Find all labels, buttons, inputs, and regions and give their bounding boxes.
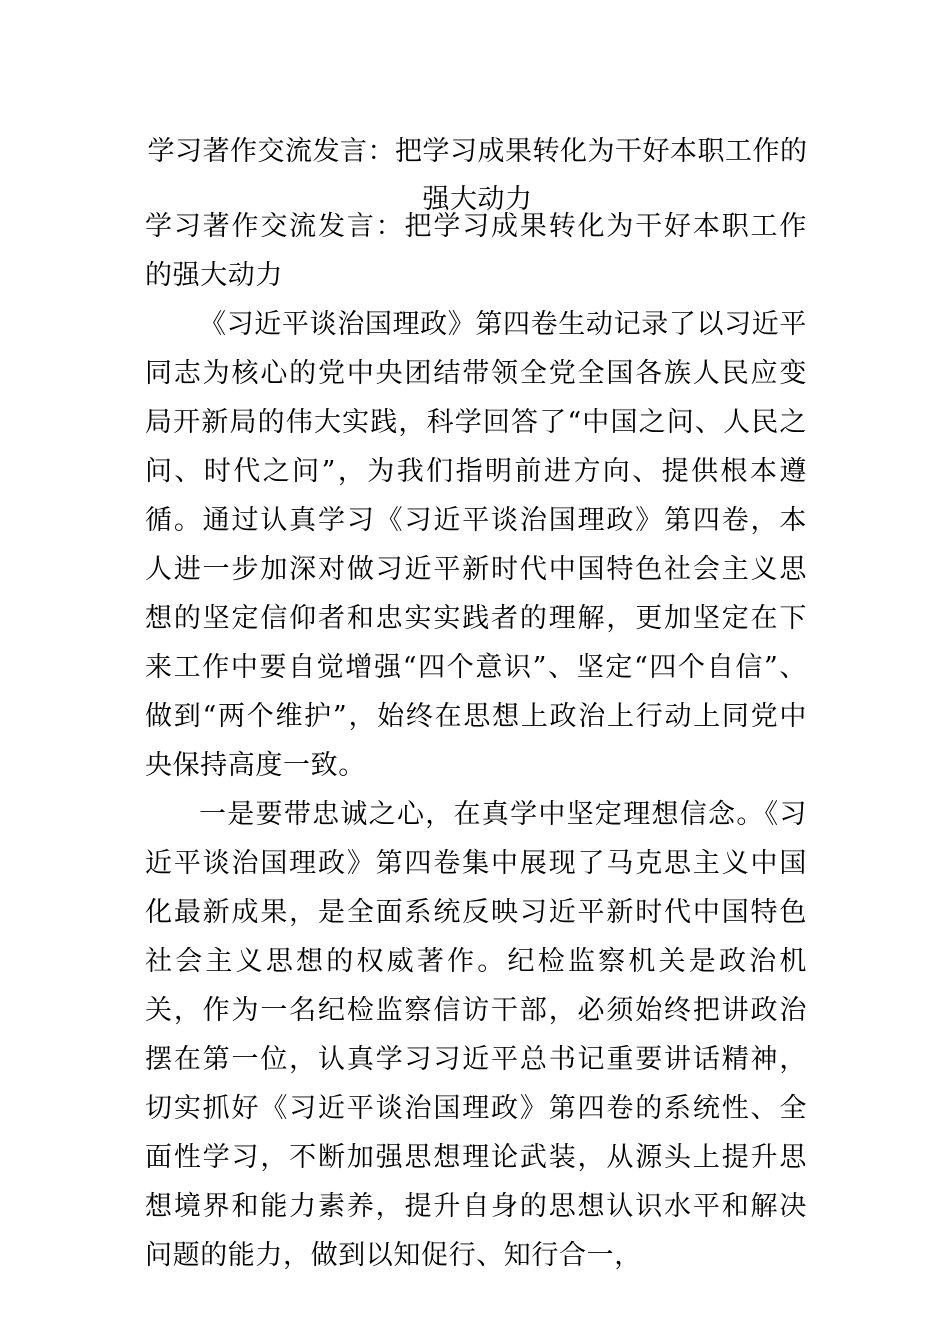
document-subtitle: 学习著作交流发言：把学习成果转化为干好本职工作的强大动力	[145, 211, 807, 291]
document-body	[145, 202, 807, 1280]
paragraph-intro: 《习近平谈治国理政》第四卷生动记录了以习近平同志为核心的党中央团结带领全党全国各族人民应变局开新局的伟大实践，科学回答了“中国之问、人民之问、时代之问”，为我们指明前进方向、提供根本遵循。通过认真学习《习近平谈治国理政》第四卷，本人进一步加深对做习近平新时代中国特色社会主义思想的坚定信仰者和忠实实践者的理解，更加坚定在下来工作中要自觉增强“四个意识”、坚定“四个自信”、做到“两个维护”，始终在思想上政治上行动上同党中央保持高度一致。	[145, 309, 807, 781]
paragraph-point-one: 一是要带忠诚之心，在真学中坚定理想信念。《习近平谈治国理政》第四卷集中展现了马克思主义中国化最新成果，是全面系统反映习近平新时代中国特色社会主义思想的权威著作。纪检监察机关是政治机关，作为一名纪检监察信访干部，必须始终把讲政治摆在第一位，认真学习习近平总书记重要讲话精神，切实抓好《习近平谈治国理政》第四卷的系统性、全面性学习，不断加强思想理论武装，从源头上提升思想境界和能力素养，提升自身的思想认识水平和解决问题的能力，做到以知促行、知行合一，	[145, 799, 807, 1271]
document-title: 学习著作交流发言：把学习成果转化为干好本职工作的强大动力	[147, 136, 808, 215]
